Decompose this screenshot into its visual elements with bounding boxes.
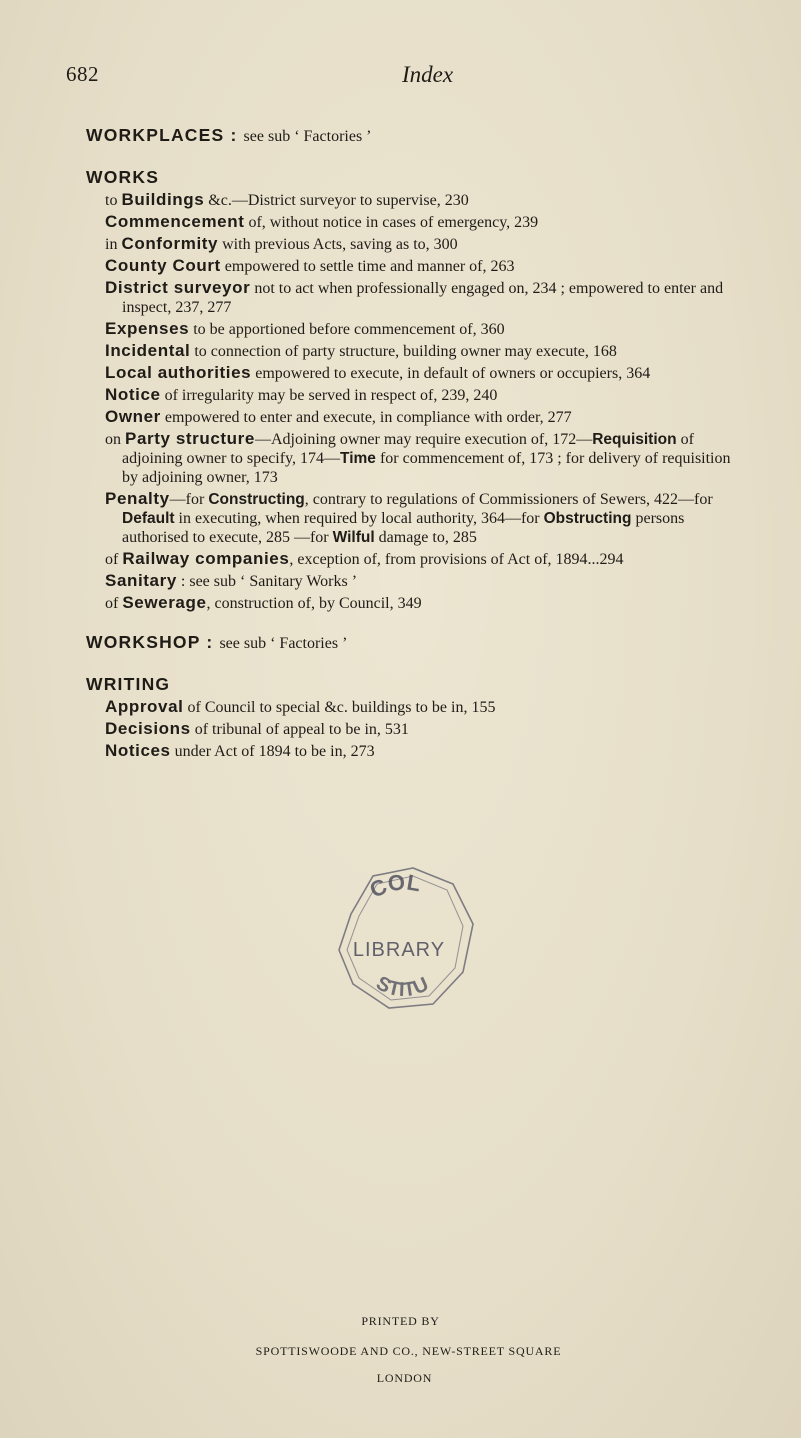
workshop-heading bbox=[86, 631, 746, 655]
writing-section bbox=[86, 673, 746, 761]
entry-prefix: on bbox=[105, 431, 125, 448]
works-entry-commencement bbox=[105, 212, 746, 232]
page-header bbox=[66, 62, 746, 94]
stamp-center-text: LIBRARY bbox=[352, 939, 446, 961]
stamp-top-text: COL bbox=[365, 869, 423, 903]
entry-keyword: District surveyor bbox=[105, 278, 251, 297]
entry-keyword: Conformity bbox=[121, 234, 219, 253]
printer-line-3: LONDON bbox=[376, 1371, 433, 1385]
entry-keyword: Commencement bbox=[105, 212, 245, 231]
workshop-section bbox=[86, 631, 746, 655]
works-entry-owner bbox=[105, 407, 746, 427]
printer-line-1: PRINTED BY bbox=[361, 1314, 440, 1328]
printer-line-2: SPOTTISWOODE AND CO., NEW-STREET SQUARE bbox=[255, 1344, 562, 1358]
workshop-heading-text: WORKSHOP : bbox=[86, 632, 214, 652]
works-entry-sewerage bbox=[105, 593, 746, 613]
entry-text: empowered to settle time and manner of, 263 bbox=[220, 258, 515, 275]
entry-text: of irregularity may be served in respect of, 239, 240 bbox=[160, 387, 498, 404]
entry-keyword: Notices bbox=[105, 741, 171, 760]
works-entry-expenses bbox=[105, 319, 746, 339]
workplaces-section bbox=[86, 124, 746, 148]
works-entry-conformity bbox=[105, 234, 746, 254]
entry-subkeyword: Constructing bbox=[208, 491, 305, 508]
entry-text: of adjoining owner to specify, 174— bbox=[122, 431, 694, 467]
entry-keyword: Penalty bbox=[105, 489, 170, 508]
entry-text: —Adjoining owner may require execution of, 172— bbox=[254, 431, 593, 448]
entry-text: to connection of party structure, building owner may execute, 168 bbox=[190, 343, 617, 360]
entry-keyword: Local authorities bbox=[105, 363, 252, 382]
entry-keyword: Owner bbox=[105, 407, 161, 426]
entry-text: under Act of 1894 to be in, 273 bbox=[170, 743, 375, 760]
page-number: 682 bbox=[66, 62, 99, 86]
entry-keyword: Expenses bbox=[105, 319, 190, 338]
index-content bbox=[86, 124, 746, 763]
entry-subkeyword: Obstructing bbox=[543, 510, 632, 527]
writing-entry-notices bbox=[105, 741, 746, 761]
entry-text: empowered to enter and execute, in compliance with order, 277 bbox=[160, 409, 572, 426]
entry-text: of, without notice in cases of emergency, 239 bbox=[244, 214, 539, 231]
entry-text: —for bbox=[169, 491, 209, 508]
entry-text: &c.—District surveyor to supervise, 230 bbox=[204, 192, 469, 209]
works-heading: WORKS bbox=[86, 167, 160, 187]
works-entry-notice bbox=[105, 385, 746, 405]
works-section bbox=[86, 166, 746, 613]
entry-text: , exception of, from provisions of Act of, 1894...294 bbox=[289, 551, 624, 568]
works-entry-sanitary bbox=[105, 571, 746, 591]
entry-prefix: to bbox=[105, 192, 122, 209]
entry-text: of tribunal of appeal to be in, 531 bbox=[190, 721, 409, 738]
entry-text: : see sub ‘ Sanitary Works ’ bbox=[176, 573, 358, 590]
entry-text: of Council to special &c. buildings to be in, 155 bbox=[183, 699, 496, 716]
workplaces-note: see sub ‘ Factories ’ bbox=[243, 128, 372, 145]
library-stamp bbox=[313, 854, 493, 1014]
entry-text: damage to, 285 bbox=[374, 529, 477, 546]
works-entry-party-structure bbox=[105, 429, 746, 487]
entry-keyword: Buildings bbox=[121, 190, 205, 209]
works-entry-district-surveyor bbox=[105, 278, 746, 317]
stamp-bottom-text: STITU bbox=[372, 972, 432, 1002]
works-entry-railway bbox=[105, 549, 746, 569]
entry-subkeyword: Time bbox=[340, 450, 376, 467]
entry-keyword: Party structure bbox=[125, 429, 255, 448]
entry-keyword: Decisions bbox=[105, 719, 191, 738]
entry-keyword: Incidental bbox=[105, 341, 191, 360]
entry-text: for commencement of, 173 ; for delivery of requisition by adjoining owner, 173 bbox=[122, 450, 731, 486]
entry-text: with previous Acts, saving as to, 300 bbox=[218, 236, 458, 253]
works-entry-incidental bbox=[105, 341, 746, 361]
works-entry-county-court bbox=[105, 256, 746, 276]
workplaces-heading-text: WORKPLACES : bbox=[86, 125, 238, 145]
entry-subkeyword: Wilful bbox=[332, 529, 375, 546]
entry-text: empowered to execute, in default of owners or occupiers, 364 bbox=[251, 365, 651, 382]
entry-keyword: Approval bbox=[105, 697, 184, 716]
entry-prefix: of bbox=[105, 595, 123, 612]
workplaces-heading bbox=[86, 124, 746, 148]
entry-text: persons authorised to execute, 285 —for bbox=[122, 510, 685, 546]
entry-text: , contrary to regulations of Commissioners of Sewers, 422—for bbox=[304, 491, 713, 508]
running-head: Index bbox=[402, 62, 454, 87]
writing-entry-approval bbox=[105, 697, 746, 717]
entry-text: in executing, when required by local authority, 364—for bbox=[174, 510, 544, 527]
entry-keyword: Sewerage bbox=[122, 593, 207, 612]
entry-prefix: in bbox=[105, 236, 122, 253]
entry-keyword: County Court bbox=[105, 256, 221, 275]
entry-keyword: Notice bbox=[105, 385, 161, 404]
entry-keyword: Railway companies bbox=[122, 549, 290, 568]
entry-text: not to act when professionally engaged on, 234 ; empowered to enter and inspect, 237, 277 bbox=[122, 280, 724, 316]
works-entry-penalty bbox=[105, 489, 746, 547]
entry-keyword: Sanitary bbox=[105, 571, 177, 590]
writing-entry-decisions bbox=[105, 719, 746, 739]
entry-prefix: of bbox=[105, 551, 123, 568]
writing-heading: WRITING bbox=[86, 674, 171, 694]
entry-subkeyword: Requisition bbox=[592, 431, 677, 448]
works-entry-buildings bbox=[105, 190, 746, 210]
entry-subkeyword: Default bbox=[122, 510, 175, 527]
works-entry-local-authorities bbox=[105, 363, 746, 383]
workshop-note: see sub ‘ Factories ’ bbox=[219, 635, 348, 652]
entry-text: to be apportioned before commencement of, 360 bbox=[189, 321, 505, 338]
entry-text: , construction of, by Council, 349 bbox=[206, 595, 422, 612]
